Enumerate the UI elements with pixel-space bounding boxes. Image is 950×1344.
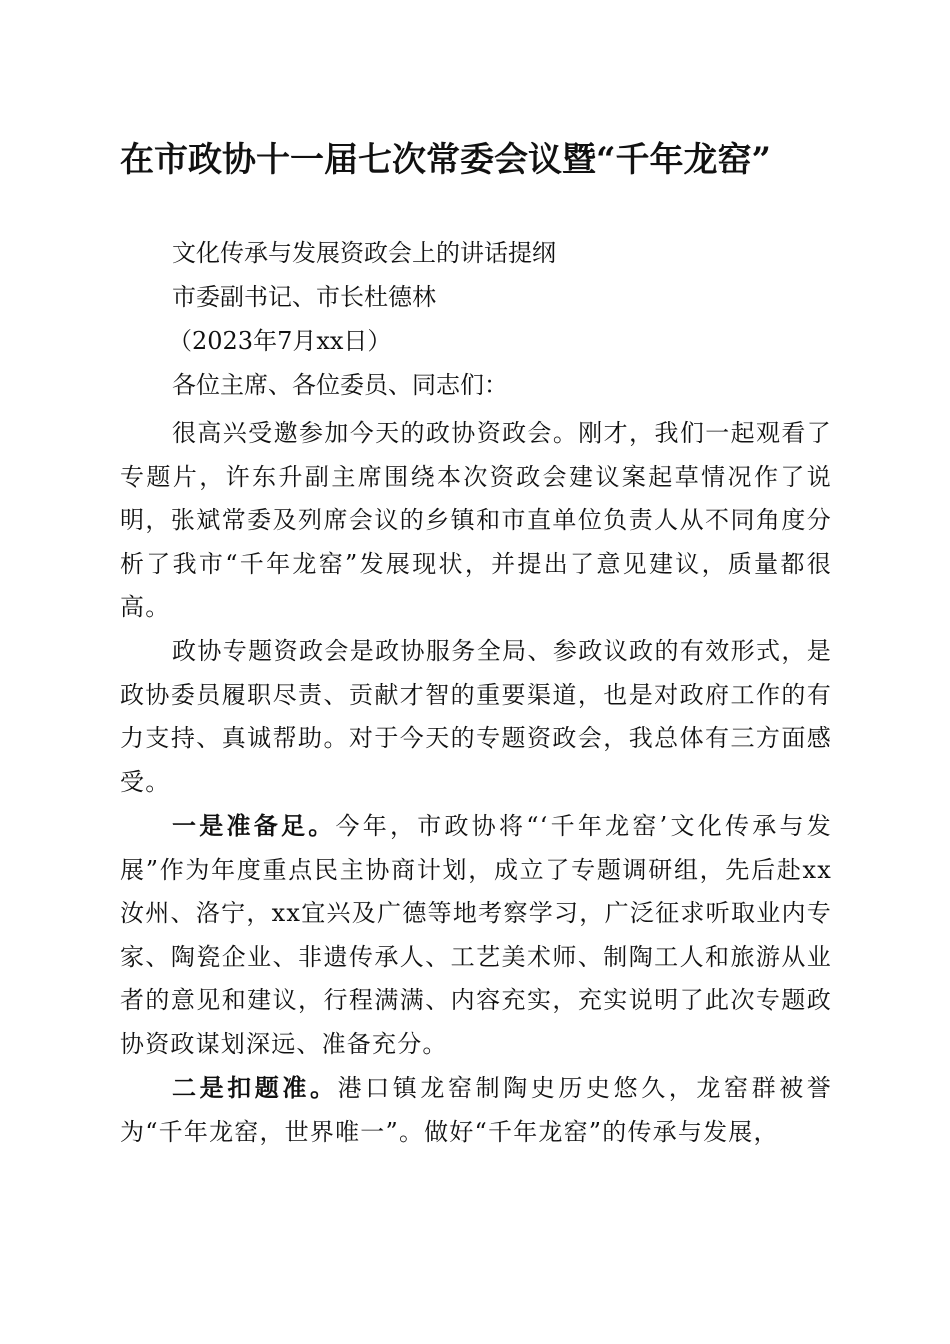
paragraph-lead: 二是扣题准。	[172, 1073, 338, 1102]
paragraph-lead: 一是准备足。	[172, 811, 336, 840]
salutation: 各位主席、各位委员、同志们：	[172, 371, 508, 399]
paragraph-text: 很高兴受邀参加今天的政协资政会。刚才，我们一起观看了专题片，许东升副主席围绕本次资政会建议案起草情况作了说明，张斌常委及列席会议的乡镇和市直单位负责人从不同角度分析了我市“千年龙窑”发展现状，并提出了意见建议，质量都很高。	[120, 419, 832, 622]
paragraph-text: 政协专题资政会是政协服务全局、参政议政的有效形式，是政协委员履职尽责、贡献才智的重要渠道，也是对政府工作的有力支持、真诚帮助。对于今天的专题资政会，我总体有三方面感受。	[120, 637, 832, 796]
paragraph-2	[120, 630, 832, 804]
paragraph-text: 港口镇龙窑制陶史历史悠久，龙窑群被誉为“千年龙窑，世界唯一”。做好“千年龙窑”的传承与发展，	[120, 1074, 832, 1146]
document-subtitle: 文化传承与发展资政会上的讲话提纲	[172, 239, 556, 267]
document-title: 在市政协十一届七次常委会议暨“千年龙窑”	[120, 140, 772, 180]
paragraph-text: 今年，市政协将“‘千年龙窑’文化传承与发展”作为年度重点民主协商计划，成立了专题调研组，先后赴xx汝州、洛宁，xx宜兴及广德等地考察学习，广泛征求听取业内专家、陶瓷企业、非遗传承人、工艺美术师、制陶工人和旅游从业者的意见和建议，行程满满、内容充实，充实说明了此次专题政协资政谋划深远、准备充分。	[120, 812, 833, 1058]
paragraph-1	[120, 412, 832, 630]
date-line: （2023年7月xx日）	[168, 327, 392, 355]
speaker-line: 市委副书记、市长杜德林	[172, 283, 436, 311]
paragraph-3	[120, 804, 832, 1067]
paragraph-4	[120, 1066, 832, 1154]
